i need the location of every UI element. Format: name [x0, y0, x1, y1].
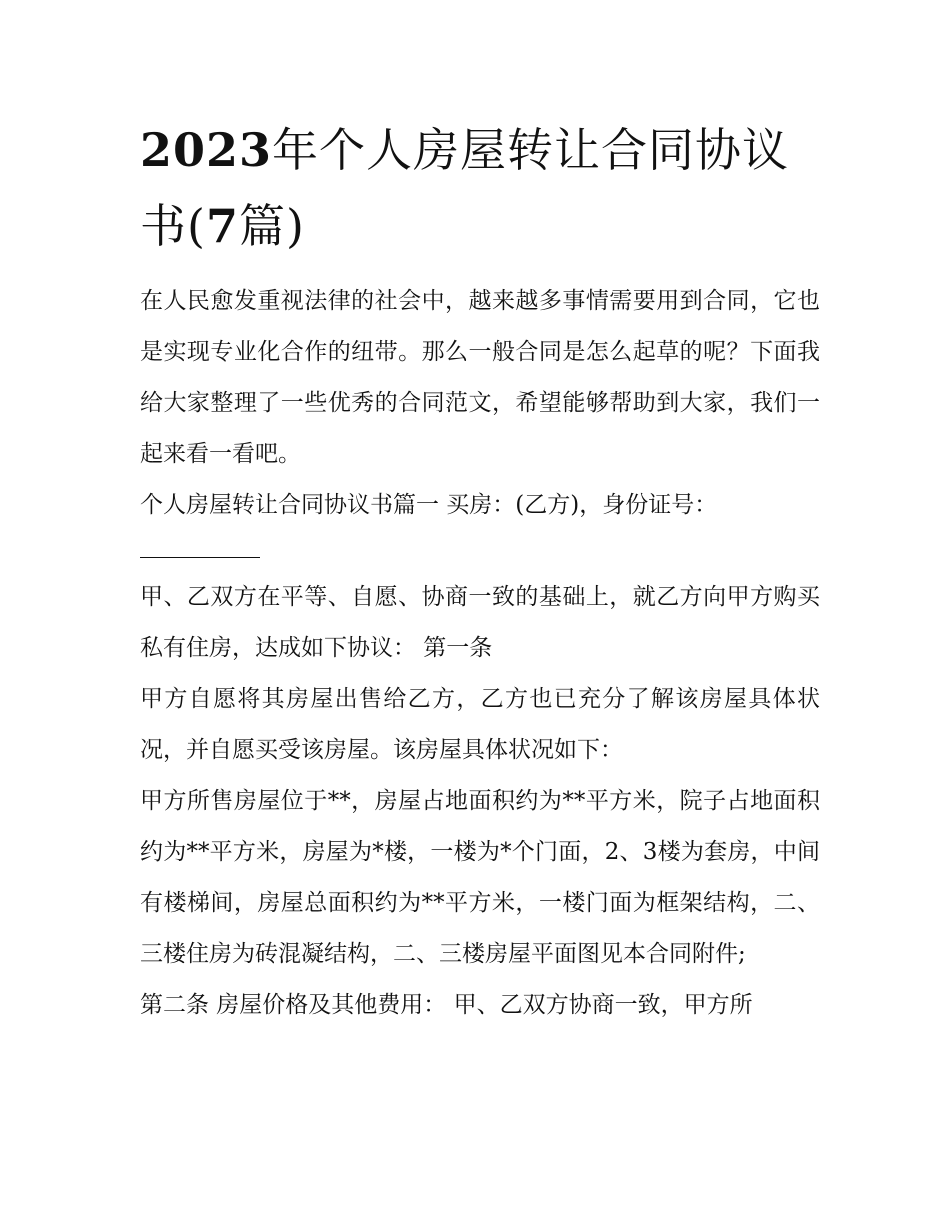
document-title — [140, 112, 830, 264]
paragraph-buyer: 个人房屋转让合同协议书篇一 买房：(乙方)，身份证号： — [140, 492, 718, 518]
title-main: 年个人房屋转让合同协议书( — [140, 123, 790, 253]
paragraph-article-two: 第二条 房屋价格及其他费用： 甲、乙双方协商一致，甲方所 — [140, 992, 753, 1018]
paragraph-sale: 甲方自愿将其房屋出售给乙方，乙方也已充分了解该房屋具体状况，并自愿买受该房屋。该房屋具体状况如下： — [140, 686, 820, 763]
paragraph-agreement: 甲、乙双方在平等、自愿、协商一致的基础上，就乙方向甲方购买私有住房，达成如下协议： 第一条 — [140, 584, 820, 661]
title-suffix: 篇) — [238, 199, 305, 253]
document-body — [140, 276, 820, 1031]
id-number-blank-line — [140, 531, 260, 558]
title-year: 2023 — [140, 123, 273, 177]
paragraph-intro: 在人民愈发重视法律的社会中，越来越多事情需要用到合同，它也是实现专业化合作的纽带。那么一般合同是怎么起草的呢？下面我给大家整理了一些优秀的合同范文，希望能够帮助到大家，我们一起来看一看吧。 — [140, 288, 820, 467]
title-count: 7 — [205, 199, 239, 253]
paragraph-house-details: 甲方所售房屋位于**，房屋占地面积约为**平方米，院子占地面积约为**平方米，房屋为*楼，一楼为*个门面，2、3楼为套房，中间有楼梯间，房屋总面积约为**平方米，一楼门面为框架结构，二、三楼住房为砖混凝结构，二、三楼房屋平面图见本合同附件; — [140, 788, 820, 967]
